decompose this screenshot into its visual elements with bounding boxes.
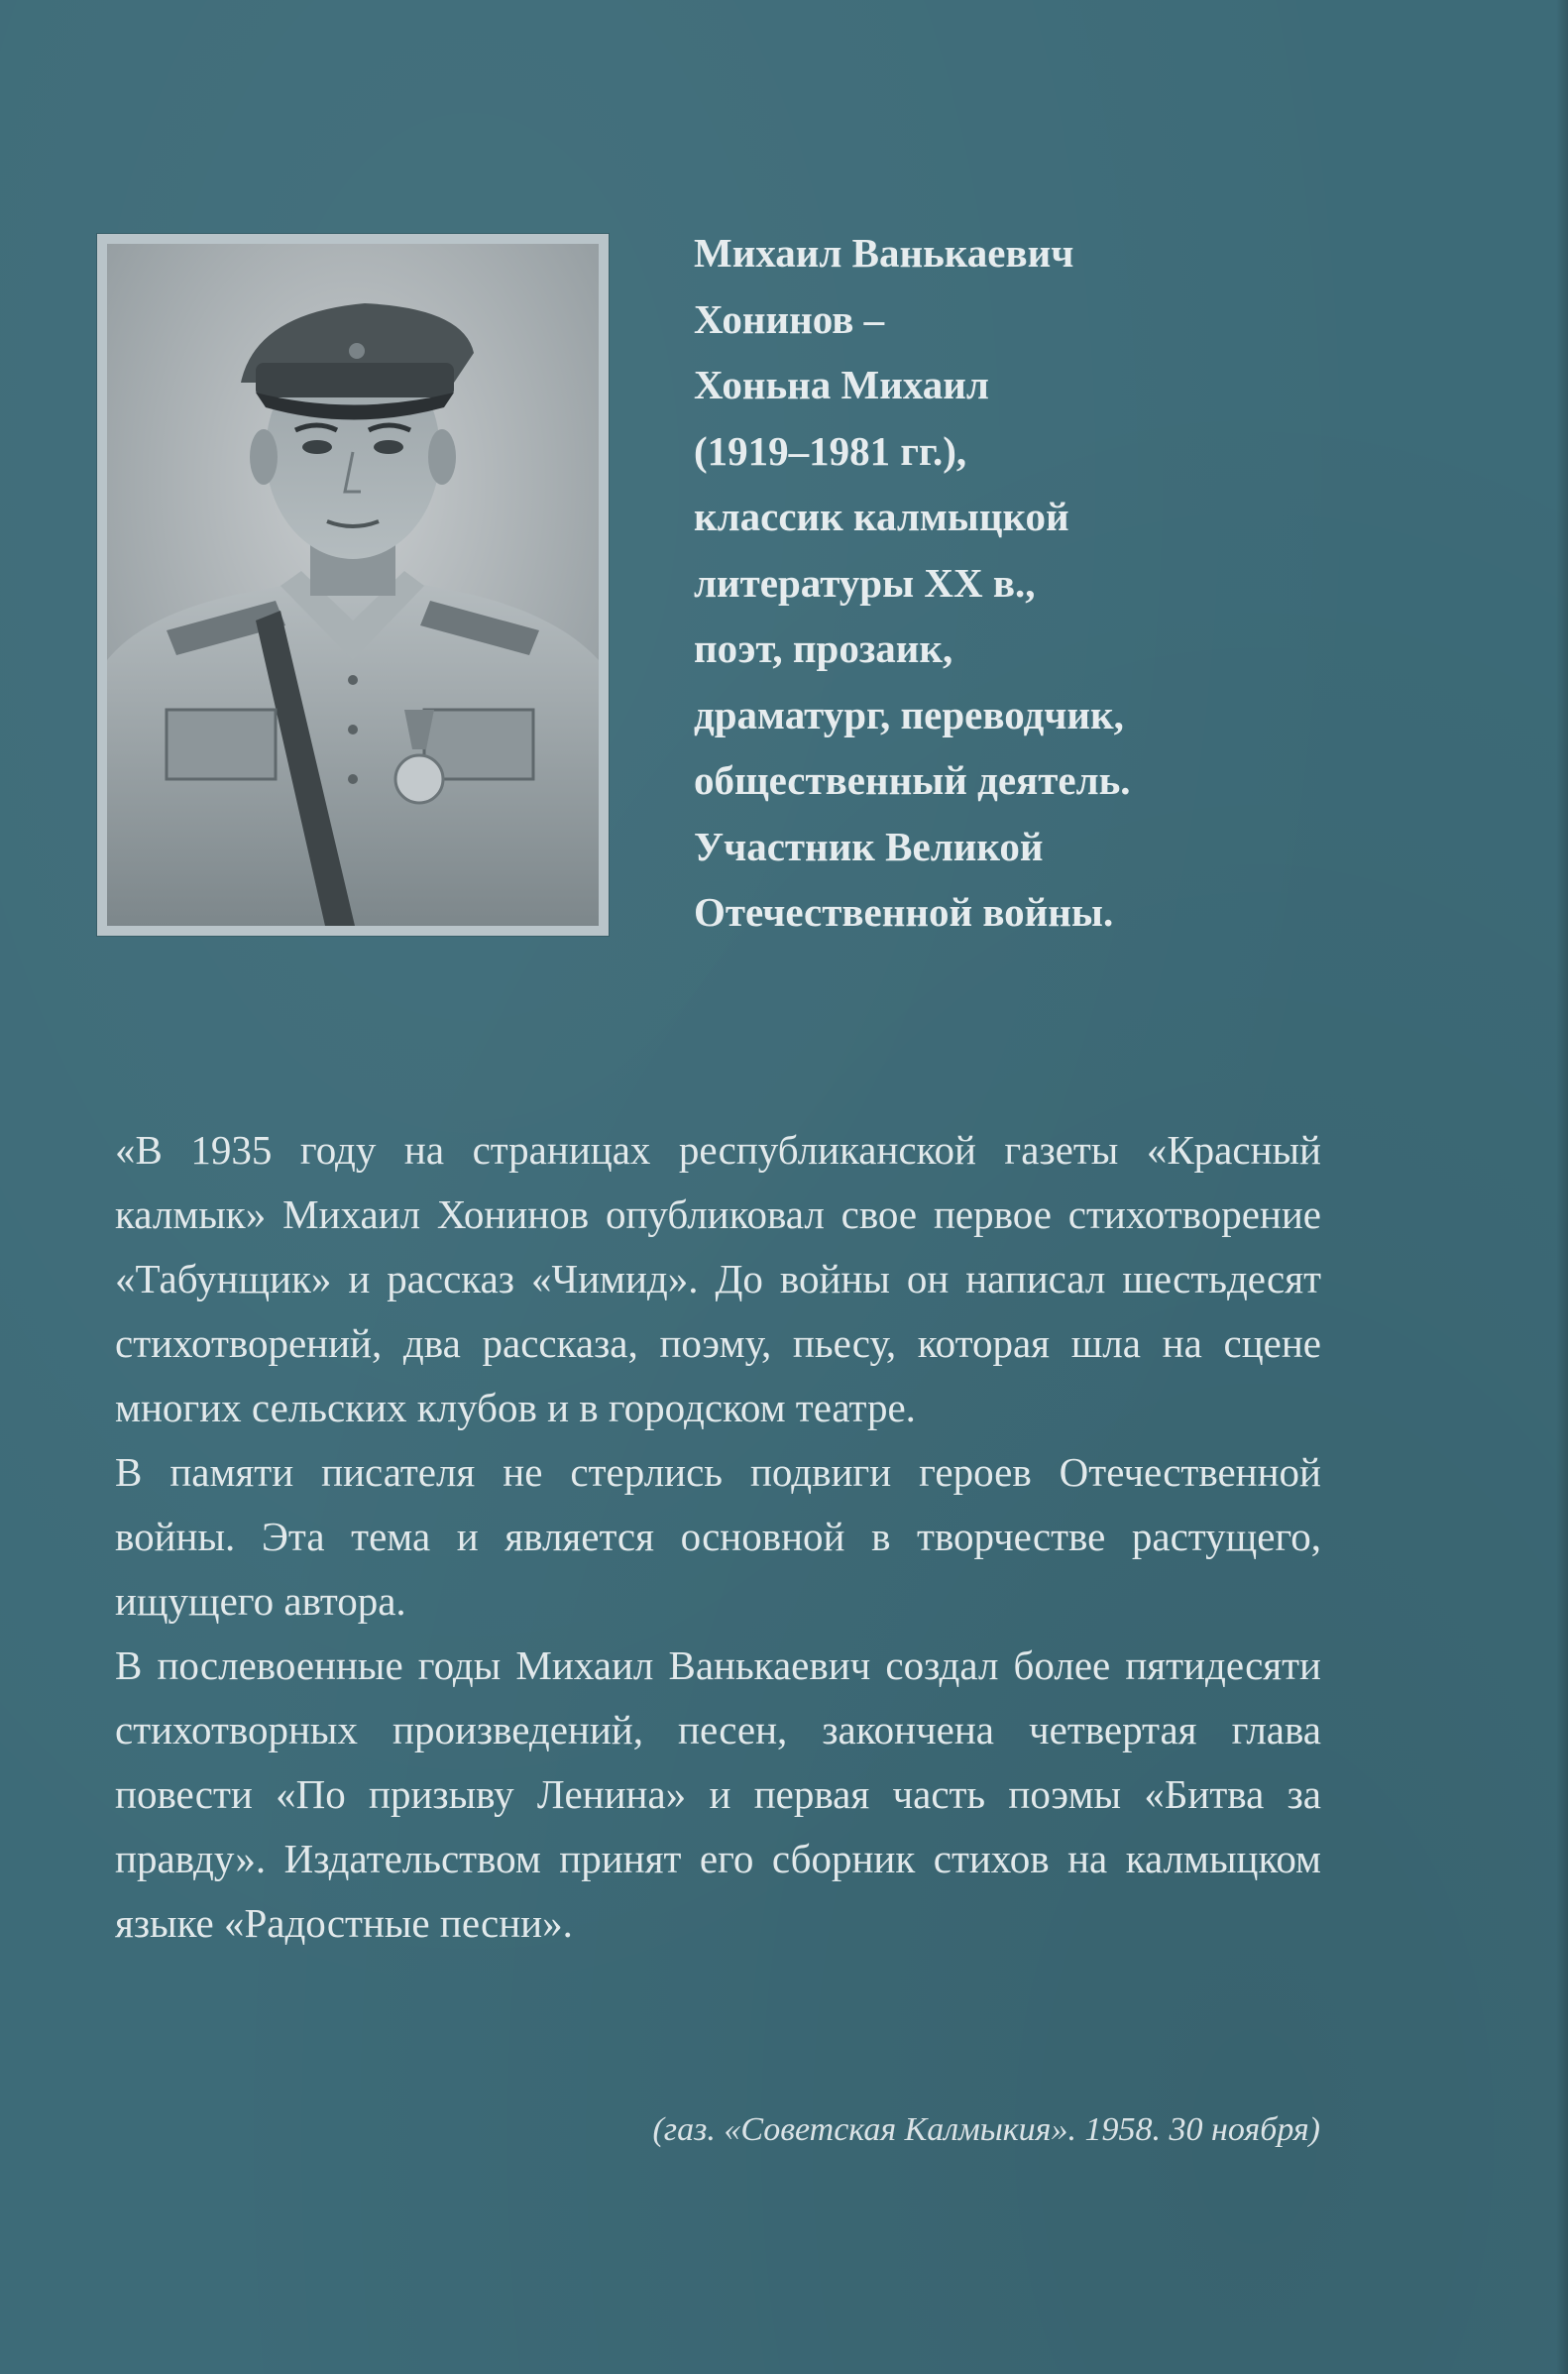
bio-line: Михаил Ванькаевич bbox=[694, 230, 1074, 276]
bio-line: общественный деятель. bbox=[694, 757, 1131, 803]
bio-line: (1919–1981 гг.), bbox=[694, 427, 967, 474]
bio-line: классик калмыцкой bbox=[694, 494, 1069, 539]
bio-line: Участник Великой bbox=[694, 823, 1044, 869]
cover-edge-shadow bbox=[1556, 0, 1568, 2374]
newspaper-quote bbox=[115, 1118, 1321, 1956]
bio-line: Хоньна Михаил bbox=[694, 362, 989, 407]
bio-line: драматург, переводчик, bbox=[694, 691, 1124, 737]
author-portrait-photo bbox=[107, 244, 599, 926]
bio-line: литературы XX в., bbox=[694, 559, 1036, 606]
author-biography bbox=[694, 220, 1249, 946]
bio-line: Хонинов – bbox=[694, 295, 885, 342]
quote-source: (газ. «Советская Калмыкия». 1958. 30 ноября) bbox=[652, 2111, 1320, 2148]
bio-line: поэт, прозаик, bbox=[694, 625, 953, 671]
quote-paragraph: «В 1935 году на страницах республиканской газеты «Красный калмык» Михаил Хонинов опубликовал свое первое стихотворение «Табунщик» и рассказ «Чимид». До войны он написал шестьдесят стихотворений, два рассказа, поэму, пьесу, которая шла на сцене многих сельских клубов и в городском театре. bbox=[115, 1127, 1321, 1430]
quote-paragraph: В послевоенные годы Михаил Ванькаевич создал более пятидесяти стихотворных произведений, песен, закончена четвертая глава повести «По призыву Ленина» и первая часть поэмы «Битва за правду». Издательством принят его сборник стихов на калмыцком языке «Радостные песни». bbox=[115, 1642, 1321, 1946]
bio-line: Отечественной войны. bbox=[694, 889, 1114, 935]
author-portrait-frame bbox=[97, 234, 609, 936]
quote-paragraph: В памяти писателя не стерлись подвиги героев Отечественной войны. Эта тема и является основной в творчестве растущего, ищущего автора. bbox=[115, 1449, 1321, 1624]
